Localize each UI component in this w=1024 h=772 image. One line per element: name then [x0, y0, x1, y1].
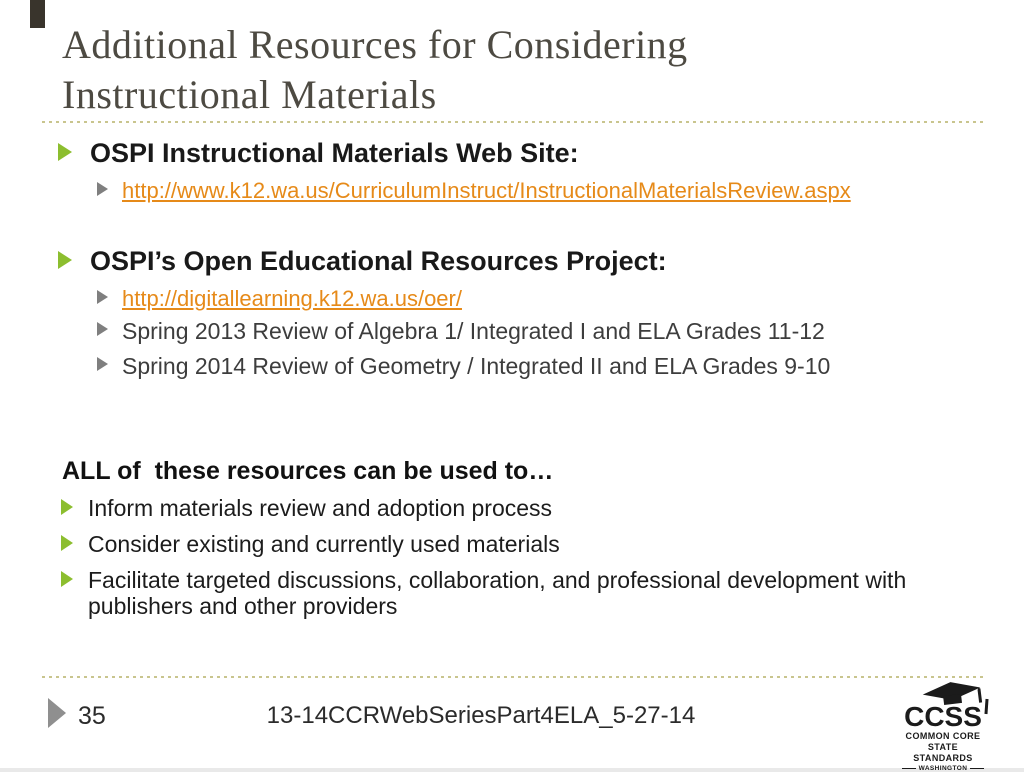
title-accent-bar — [30, 0, 45, 28]
slide-title-line2: Instructional Materials — [62, 72, 437, 117]
logo-dash-right — [970, 768, 984, 769]
spring-2013-item: Spring 2013 Review of Algebra 1/ Integrated I and ELA Grades 11-12 — [122, 318, 825, 344]
logo-dash-left — [902, 768, 916, 769]
section2-link-row — [97, 286, 462, 312]
logo-acronym-text: CCSS — [904, 701, 982, 732]
section3-bullet-row — [61, 567, 981, 619]
logo-washington-row — [897, 765, 989, 772]
logo-acronym — [904, 701, 982, 732]
section2-heading: OSPI’s Open Educational Resources Project: — [90, 246, 667, 276]
section3-bullet-row — [61, 495, 552, 521]
title-divider-dotted-line — [42, 121, 985, 123]
sub-bullet-arrow-icon — [97, 182, 108, 196]
slide-title-line1: Additional Resources for Considering — [62, 22, 688, 67]
footer-filename: 13-14CCRWebSeriesPart4ELA_5-27-14 — [266, 702, 696, 729]
logo-common-core: COMMON CORE — [905, 731, 981, 741]
bullet-arrow-icon — [61, 571, 73, 587]
sub-bullet-arrow-icon — [97, 290, 108, 304]
ccss-logo — [897, 684, 989, 772]
facilitate-bullet: Facilitate targeted discussions, collaboration, and professional development with publishers and other providers — [88, 567, 907, 619]
section3-bullet-row — [61, 531, 560, 557]
tassel-icon — [984, 699, 988, 714]
sub-bullet-arrow-icon — [97, 357, 108, 371]
section1-heading-row — [58, 138, 579, 168]
section1-link-row — [97, 178, 851, 204]
bullet-arrow-icon — [58, 143, 72, 161]
section3-heading: ALL of these resources can be used to… — [62, 457, 554, 485]
oer-project-link[interactable]: http://digitallearning.k12.wa.us/oer/ — [122, 286, 462, 311]
section2-heading-row — [58, 246, 667, 276]
consider-bullet: Consider existing and currently used materials — [88, 531, 560, 557]
section2-item-row — [97, 318, 825, 344]
spring-2014-item: Spring 2014 Review of Geometry / Integrated II and ELA Grades 9-10 — [122, 353, 831, 379]
section2-item-row — [97, 353, 830, 379]
inform-bullet: Inform materials review and adoption process — [88, 495, 553, 521]
bullet-arrow-icon — [61, 499, 73, 515]
bullet-arrow-icon — [61, 535, 73, 551]
logo-state-standards: STATE STANDARDS — [913, 742, 973, 763]
slide-title — [62, 20, 962, 120]
ospi-materials-review-link[interactable]: http://www.k12.wa.us/CurriculumInstruct/InstructionalMaterialsReview.aspx — [122, 178, 851, 203]
logo-washington: WASHINGTON — [918, 765, 968, 772]
footer-divider-dotted-line — [42, 676, 985, 678]
bullet-arrow-icon — [58, 251, 72, 269]
section1-heading: OSPI Instructional Materials Web Site: — [90, 138, 579, 168]
page-number: 35 — [78, 702, 106, 730]
sub-bullet-arrow-icon — [97, 322, 108, 336]
